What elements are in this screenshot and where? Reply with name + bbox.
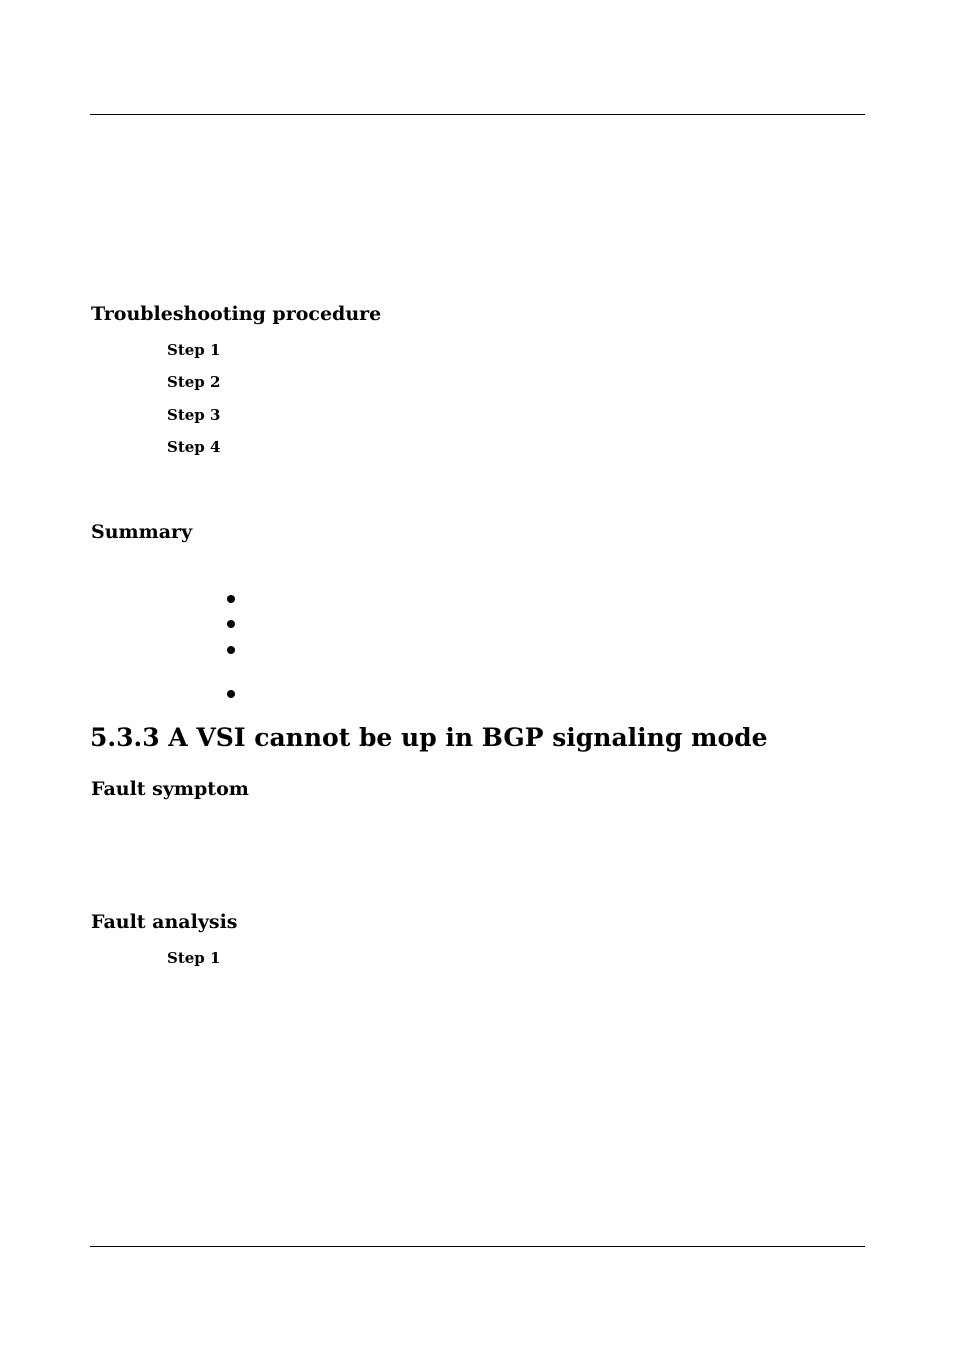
summary-bullet xyxy=(227,595,235,603)
section-title-5-3-3: 5.3.3 A VSI cannot be up in BGP signaling mode xyxy=(90,723,768,752)
summary-heading: Summary xyxy=(91,521,193,543)
summary-bullet xyxy=(227,646,235,654)
fault-analysis-heading: Fault analysis xyxy=(91,911,238,933)
summary-bullet xyxy=(227,620,235,628)
header-rule xyxy=(90,114,865,115)
footer-rule xyxy=(90,1246,865,1247)
summary-bullet xyxy=(227,690,235,698)
troubleshooting-procedure-heading: Troubleshooting procedure xyxy=(91,303,382,325)
troubleshooting-step-1: Step 1 xyxy=(167,341,221,359)
troubleshooting-step-2: Step 2 xyxy=(167,373,221,391)
fault-analysis-step-1: Step 1 xyxy=(167,949,221,967)
troubleshooting-step-4: Step 4 xyxy=(167,438,221,456)
troubleshooting-step-3: Step 3 xyxy=(167,406,221,424)
fault-symptom-heading: Fault symptom xyxy=(91,778,249,800)
